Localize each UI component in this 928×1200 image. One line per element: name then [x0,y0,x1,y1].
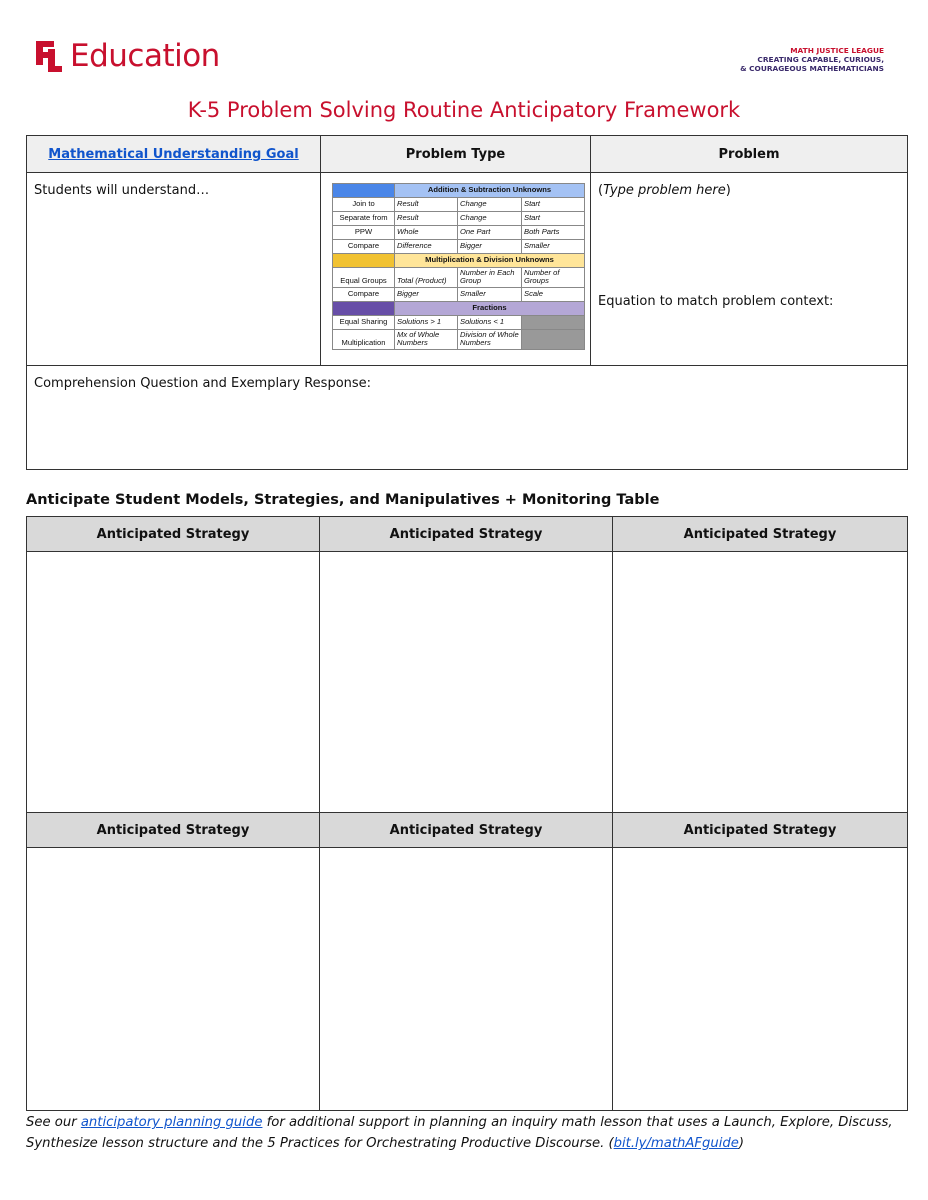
org-tagline [740,46,884,73]
mult-div-swatch [333,254,395,268]
unknown-cell: Result [395,198,458,212]
unknown-cell: Difference [395,240,458,254]
problem-cell[interactable] [591,173,908,366]
empty-cell [522,315,585,329]
unknown-cell: Solutions > 1 [395,315,458,329]
problem-type-chart [332,183,585,350]
add-sub-header: Addition & Subtraction Unknowns [395,184,585,198]
type-label: Compare [333,287,395,301]
add-sub-swatch [333,184,395,198]
page-title: K-5 Problem Solving Routine Anticipatory Framework [187,98,741,122]
unknown-cell: Bigger [395,287,458,301]
strategy-header: Anticipated Strategy [27,813,320,848]
comprehension-cell[interactable] [27,366,908,470]
el-logo-icon [34,39,64,73]
type-label: Compare [333,240,395,254]
unknown-cell: Result [395,212,458,226]
unknown-cell: Smaller [522,240,585,254]
short-url-link[interactable]: bit.ly/mathAFguide [613,1136,739,1151]
empty-cell [522,329,585,349]
footer-note: See our anticipatory planning guide for additional support in planning an inquiry math lesson that uses a Launch, Explore, Discuss, Synthesize lesson structure and the 5 Practices for Orchestrating Productive Discourse. (bit.ly/mathAFguide) [26,1115,893,1151]
strategy-cell[interactable] [27,552,320,813]
org-line-1: MATH JUSTICE LEAGUE [790,46,884,55]
unknown-cell: Scale [522,287,585,301]
strategy-cell[interactable] [613,848,908,1111]
goal-header [27,136,321,173]
type-label: Equal Sharing [333,315,395,329]
problem-type-header: Problem Type [321,136,591,173]
unknown-cell: Start [522,198,585,212]
logo [34,38,220,74]
comprehension-label: Comprehension Question and Exemplary Response: [34,376,372,391]
strategy-header: Anticipated Strategy [320,813,613,848]
strategy-header: Anticipated Strategy [320,517,613,552]
fractions-header: Fractions [395,301,585,315]
org-line-3: & COURAGEOUS MATHEMATICIANS [740,64,884,73]
unknown-cell: Number of Groups [522,268,585,288]
problem-type-cell [321,173,591,366]
unknown-cell: One Part [458,226,522,240]
strategy-cell[interactable] [27,848,320,1111]
unknown-cell: Change [458,198,522,212]
org-line-2: CREATING CAPABLE, CURIOUS, [757,55,884,64]
problem-header: Problem [591,136,908,173]
unknown-cell: Bigger [458,240,522,254]
strategy-cell[interactable] [613,552,908,813]
unknown-cell: Whole [395,226,458,240]
unknown-cell: Number in Each Group [458,268,522,288]
strategy-cell[interactable] [320,552,613,813]
type-label: Multiplication [333,329,395,349]
unknown-cell: Smaller [458,287,522,301]
type-label: Equal Groups [333,268,395,288]
unknown-cell: Total (Product) [395,268,458,288]
type-label: Separate from [333,212,395,226]
strategies-table [26,516,908,1111]
strategy-header: Anticipated Strategy [27,517,320,552]
strategy-header: Anticipated Strategy [613,517,908,552]
strategy-header: Anticipated Strategy [613,813,908,848]
goal-link[interactable]: Mathematical Understanding Goal [48,146,299,162]
unknown-cell: Division of Whole Numbers [458,329,522,349]
unknown-cell: Mx of Whole Numbers [395,329,458,349]
strategy-cell[interactable] [320,848,613,1111]
mult-div-header: Multiplication & Division Unknowns [395,254,585,268]
goal-text: Students will understand… [34,183,210,198]
unknown-cell: Both Parts [522,226,585,240]
problem-placeholder: (Type problem here) [598,183,731,198]
unknown-cell: Solutions < 1 [458,315,522,329]
equation-label: Equation to match problem context: [598,294,834,309]
type-label: Join to [333,198,395,212]
fractions-swatch [333,301,395,315]
logo-text: Education [70,38,220,74]
unknown-cell: Start [522,212,585,226]
planning-guide-link[interactable]: anticipatory planning guide [80,1115,263,1130]
goal-cell[interactable] [27,173,321,366]
type-label: PPW [333,226,395,240]
strategies-heading: Anticipate Student Models, Strategies, and Manipulatives + Monitoring Table [26,492,660,508]
framework-table [26,135,908,470]
unknown-cell: Change [458,212,522,226]
